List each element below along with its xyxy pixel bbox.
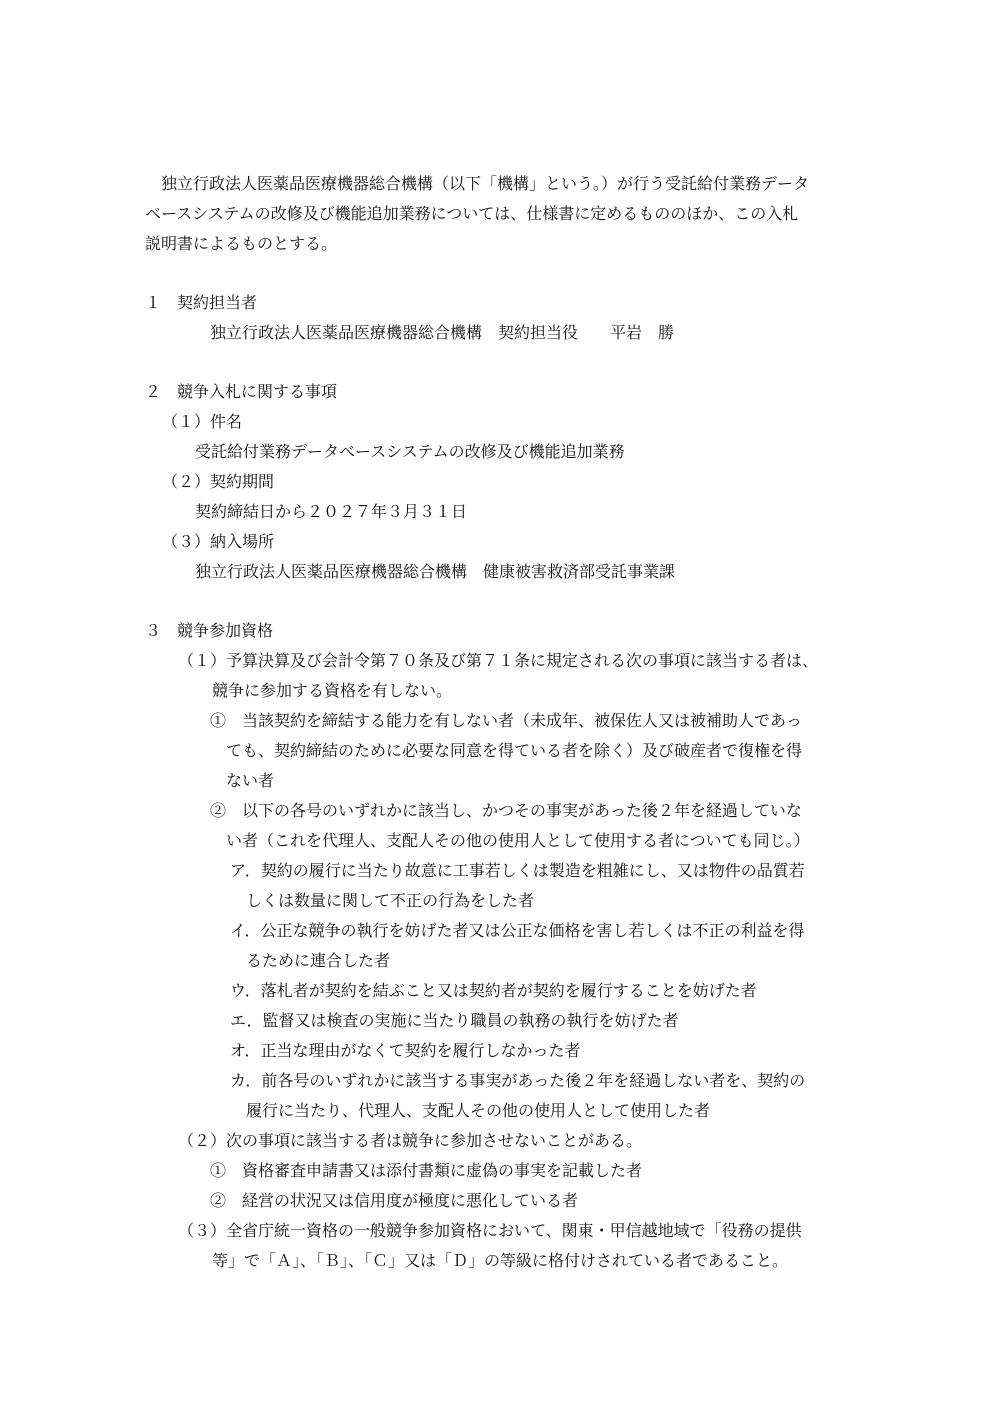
section-heading: １ 契約担当者 <box>145 293 258 312</box>
sub-item-line: オ．正当な理由がなくて契約を履行しなかった者 <box>230 1041 581 1060</box>
contract-officer: 独立行政法人医薬品医療機器総合機構 契約担当役 平岩 勝 <box>210 323 675 342</box>
sub-item-line: ウ．落札者が契約を結ぶこと又は契約者が契約を履行することを妨げた者 <box>230 981 757 1000</box>
paragraph-line: （２）次の事項に該当する者は競争に参加させないことがある。 <box>178 1131 643 1150</box>
paragraph-line: 競争に参加する資格を有しない。 <box>212 681 453 700</box>
paragraph-line: 等」で「Ａ」、「Ｂ」、「Ｃ」又は「Ｄ」の等級に格付けされている者であること。 <box>212 1251 789 1270</box>
clause-line: ② 経営の状況又は信用度が極度に悪化している者 <box>210 1191 579 1210</box>
sub-item-line: 履行に当たり、代理人、支配人その他の使用人として使用した者 <box>246 1101 711 1120</box>
item-label: （２）契約期間 <box>162 472 275 491</box>
item-label: （１）件名 <box>162 412 243 431</box>
sub-item-line: エ．監督又は検査の実施に当たり職員の執務の執行を妨げた者 <box>230 1011 679 1030</box>
paragraph-line: （１）予算決算及び会計令第７０条及び第７１条に規定される次の事項に該当する者は、 <box>178 651 819 670</box>
paragraph-line: （３）全省庁統一資格の一般競争参加資格において、関東・甲信越地域で「役務の提供 <box>178 1221 802 1240</box>
item-text: 契約締結日から２０２７年３月３１日 <box>195 502 468 521</box>
sub-item-line: しくは数量に関して不正の行為をした者 <box>246 891 535 910</box>
clause-line: い者（これを代理人、支配人その他の使用人として使用する者についても同じ。） <box>226 831 810 850</box>
intro-line: ベースシステムの改修及び機能追加業務については、仕様書に定めるもののほか、この入札 <box>145 204 799 223</box>
intro-line: 説明書によるものとする。 <box>145 234 338 253</box>
clause-line: ① 資格審査申請書又は添付書類に虚偽の事実を記載した者 <box>210 1161 643 1180</box>
item-text: 独立行政法人医薬品医療機器総合機構 健康被害救済部受託事業課 <box>195 562 676 581</box>
clause-line: ない者 <box>226 771 275 790</box>
sub-item-line: イ．公正な競争の執行を妨げた者又は公正な価格を害し若しくは不正の利益を得 <box>230 921 805 940</box>
sub-item-line: カ．前各号のいずれかに該当する事実があった後２年を経過しない者を、契約の <box>230 1071 806 1090</box>
sub-item-line: るために連合した者 <box>246 951 391 970</box>
item-label: （３）納入場所 <box>162 532 275 551</box>
section-heading: ２ 競争入札に関する事項 <box>145 382 338 401</box>
section-heading: ３ 競争参加資格 <box>145 621 274 640</box>
clause-line: ② 以下の各号のいずれかに該当し、かつその事実があった後２年を経過していな <box>210 801 802 820</box>
clause-line: ても、契約締結のために必要な同意を得ている者を除く）及び破産者で復権を得 <box>226 741 803 760</box>
item-text: 受託給付業務データベースシステムの改修及び機能追加業務 <box>195 442 625 461</box>
sub-item-line: ア．契約の履行に当たり故意に工事若しくは製造を粗雑にし、又は物件の品質若 <box>230 861 805 880</box>
clause-line: ① 当該契約を締結する能力を有しない者（未成年、被保佐人又は被補助人であっ <box>210 711 802 730</box>
intro-line: 独立行政法人医薬品医療機器総合機構（以下「機構」という。）が行う受託給付業務データ <box>145 174 810 193</box>
